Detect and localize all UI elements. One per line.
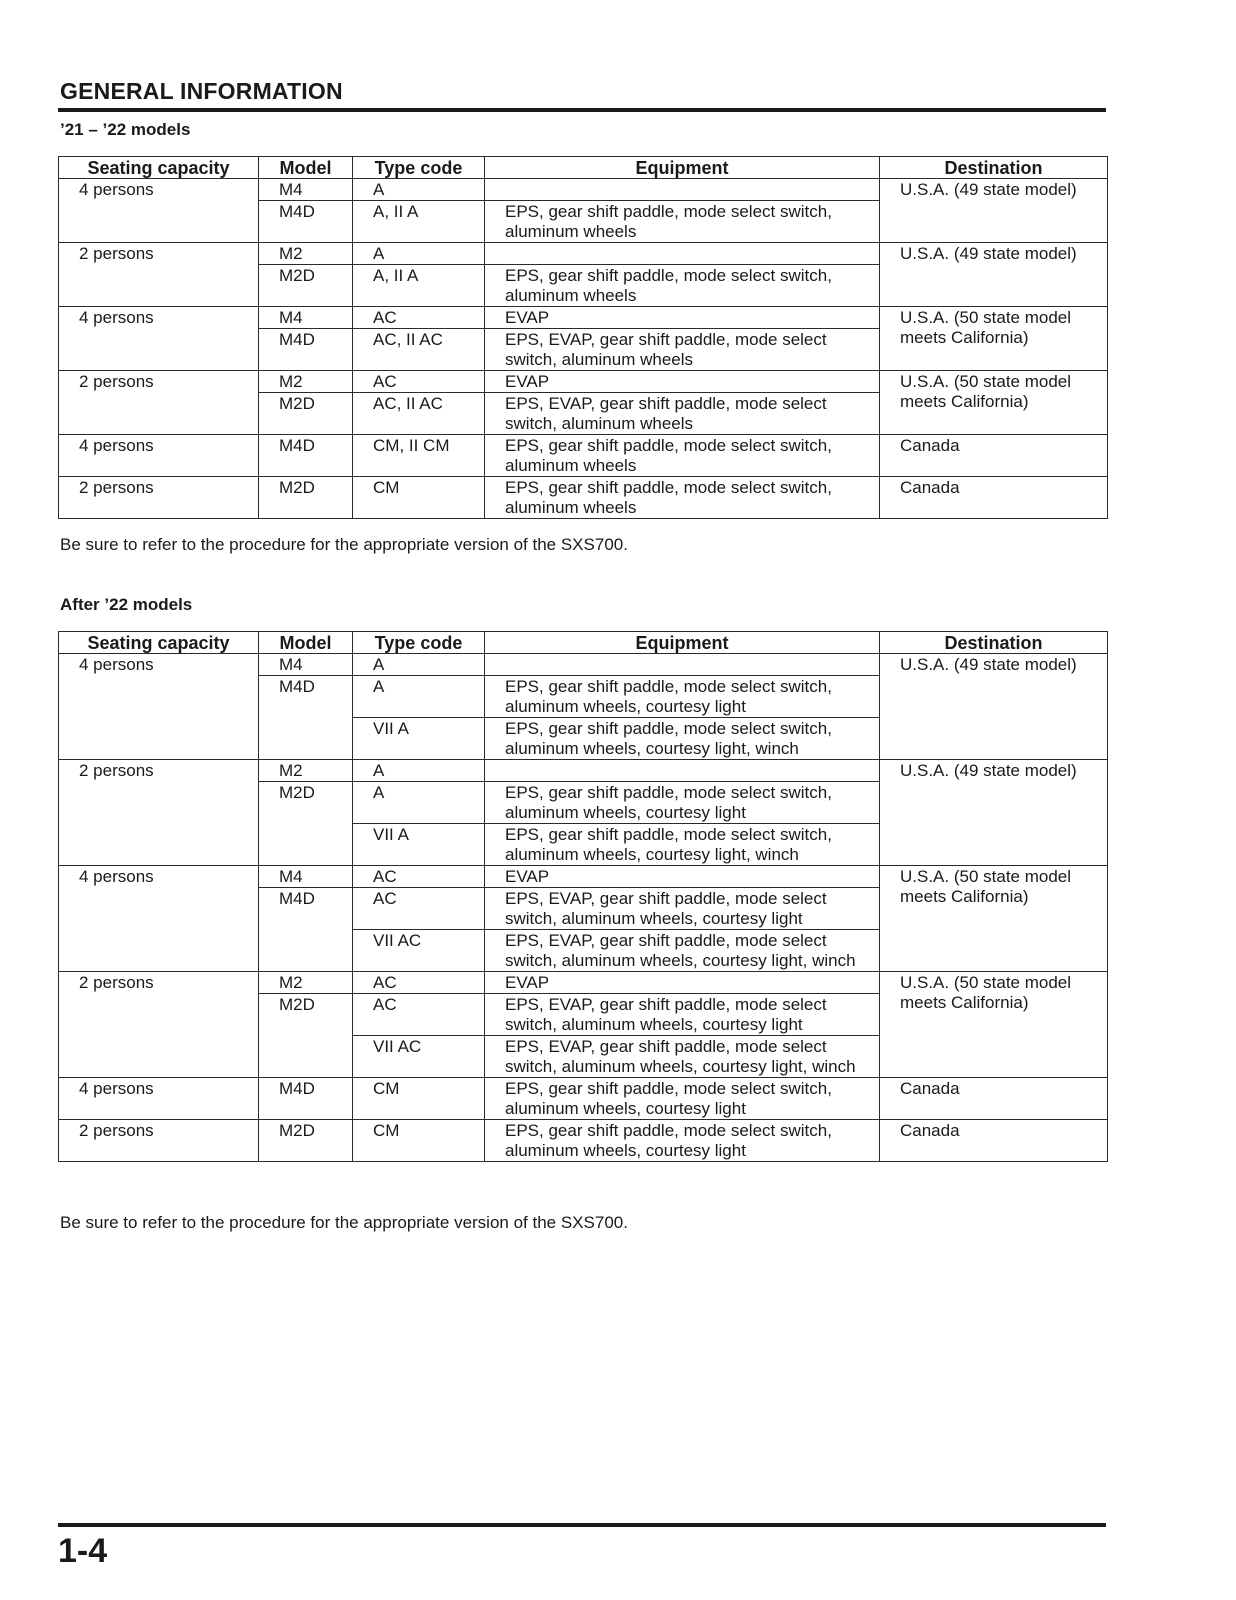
type-code-cell: CM xyxy=(353,477,485,519)
model-cell: M2D xyxy=(259,1120,353,1162)
type-code-cell: A xyxy=(353,654,485,676)
type-code-cell: CM, II CM xyxy=(353,435,485,477)
section-heading-after-22-models: After ’22 models xyxy=(60,595,193,614)
type-code-cell: A, II A xyxy=(353,201,485,243)
table-row xyxy=(59,1078,1108,1120)
column-header-model: Model xyxy=(259,157,353,179)
model-cell: M4 xyxy=(259,654,353,676)
table-row xyxy=(59,243,1108,265)
model-cell: M2 xyxy=(259,243,353,265)
equipment-cell xyxy=(485,760,880,782)
destination-cell: Canada xyxy=(880,477,1108,519)
equipment-cell: EPS, gear shift paddle, mode select switch, aluminum wheels xyxy=(485,265,880,307)
equipment-cell: EPS, gear shift paddle, mode select switch, aluminum wheels xyxy=(485,435,880,477)
equipment-cell: EPS, gear shift paddle, mode select switch, aluminum wheels, courtesy light, winch xyxy=(485,824,880,866)
seating-capacity-cell: 4 persons xyxy=(59,1078,259,1120)
destination-cell: Canada xyxy=(880,1078,1108,1120)
equipment-cell: EPS, gear shift paddle, mode select switch, aluminum wheels, courtesy light xyxy=(485,1078,880,1120)
equipment-cell xyxy=(485,654,880,676)
equipment-cell: EPS, gear shift paddle, mode select switch, aluminum wheels, courtesy light, winch xyxy=(485,718,880,760)
model-cell: M4 xyxy=(259,866,353,888)
destination-cell: Canada xyxy=(880,435,1108,477)
column-header-model: Model xyxy=(259,632,353,654)
destination-cell: U.S.A. (49 state model) xyxy=(880,654,1108,760)
column-header-type-code: Type code xyxy=(353,157,485,179)
equipment-cell: EPS, EVAP, gear shift paddle, mode select switch, aluminum wheels, courtesy light xyxy=(485,994,880,1036)
version-note: Be sure to refer to the procedure for the appropriate version of the SXS700. xyxy=(60,535,628,554)
table-row xyxy=(59,477,1108,519)
column-header-type-code: Type code xyxy=(353,632,485,654)
type-code-cell: VII A xyxy=(353,824,485,866)
type-code-cell: VII AC xyxy=(353,930,485,972)
equipment-cell: EPS, gear shift paddle, mode select switch, aluminum wheels, courtesy light xyxy=(485,782,880,824)
seating-capacity-cell: 2 persons xyxy=(59,1120,259,1162)
destination-cell: U.S.A. (50 state model meets California) xyxy=(880,972,1108,1078)
type-code-cell: A xyxy=(353,760,485,782)
type-code-cell: CM xyxy=(353,1078,485,1120)
type-code-cell: A xyxy=(353,243,485,265)
model-cell: M4D xyxy=(259,201,353,243)
type-code-cell: AC xyxy=(353,888,485,930)
equipment-cell xyxy=(485,243,880,265)
destination-cell: U.S.A. (50 state model meets California) xyxy=(880,371,1108,435)
seating-capacity-cell: 4 persons xyxy=(59,435,259,477)
equipment-cell xyxy=(485,179,880,201)
model-cell: M2D xyxy=(259,477,353,519)
destination-cell: U.S.A. (49 state model) xyxy=(880,243,1108,307)
type-code-cell: A xyxy=(353,676,485,718)
table-row xyxy=(59,1120,1108,1162)
type-code-cell: AC xyxy=(353,994,485,1036)
type-code-cell: AC, II AC xyxy=(353,329,485,371)
equipment-cell: EVAP xyxy=(485,866,880,888)
model-cell: M4D xyxy=(259,1078,353,1120)
table-row xyxy=(59,760,1108,782)
type-code-cell: AC xyxy=(353,866,485,888)
table-row xyxy=(59,972,1108,994)
table-header-row xyxy=(59,157,1108,179)
section-heading-21-22-models: ’21 – ’22 models xyxy=(60,120,191,139)
type-code-cell: AC xyxy=(353,972,485,994)
table-row xyxy=(59,179,1108,201)
column-header-destination: Destination xyxy=(880,157,1108,179)
seating-capacity-cell: 4 persons xyxy=(59,179,259,243)
version-note: Be sure to refer to the procedure for the appropriate version of the SXS700. xyxy=(60,1213,628,1232)
seating-capacity-cell: 4 persons xyxy=(59,307,259,371)
equipment-cell: EPS, EVAP, gear shift paddle, mode select switch, aluminum wheels, courtesy light xyxy=(485,888,880,930)
type-code-cell: CM xyxy=(353,1120,485,1162)
equipment-cell: EPS, gear shift paddle, mode select switch, aluminum wheels, courtesy light xyxy=(485,1120,880,1162)
title-rule xyxy=(58,108,1106,112)
model-cell: M2 xyxy=(259,972,353,994)
seating-capacity-cell: 2 persons xyxy=(59,243,259,307)
destination-cell: U.S.A. (50 state model meets California) xyxy=(880,866,1108,972)
seating-capacity-cell: 2 persons xyxy=(59,972,259,1078)
destination-cell: U.S.A. (50 state model meets California) xyxy=(880,307,1108,371)
seating-capacity-cell: 2 persons xyxy=(59,760,259,866)
table-row xyxy=(59,435,1108,477)
column-header-seating-capacity: Seating capacity xyxy=(59,157,259,179)
models-table-after-22 xyxy=(58,631,1108,1162)
equipment-cell: EPS, gear shift paddle, mode select switch, aluminum wheels, courtesy light xyxy=(485,676,880,718)
model-cell: M2 xyxy=(259,760,353,782)
model-cell: M4 xyxy=(259,179,353,201)
equipment-cell: EVAP xyxy=(485,972,880,994)
type-code-cell: AC, II AC xyxy=(353,393,485,435)
model-cell: M4D xyxy=(259,329,353,371)
type-code-cell: VII A xyxy=(353,718,485,760)
type-code-cell: AC xyxy=(353,307,485,329)
column-header-destination: Destination xyxy=(880,632,1108,654)
type-code-cell: AC xyxy=(353,371,485,393)
models-table-21-22 xyxy=(58,156,1108,519)
equipment-cell: EPS, gear shift paddle, mode select switch, aluminum wheels xyxy=(485,201,880,243)
column-header-equipment: Equipment xyxy=(485,632,880,654)
equipment-cell: EPS, EVAP, gear shift paddle, mode select switch, aluminum wheels xyxy=(485,329,880,371)
footer-rule xyxy=(58,1523,1106,1527)
model-cell: M4D xyxy=(259,888,353,972)
type-code-cell: A xyxy=(353,782,485,824)
equipment-cell: EPS, EVAP, gear shift paddle, mode select switch, aluminum wheels xyxy=(485,393,880,435)
model-cell: M2 xyxy=(259,371,353,393)
page-number: 1-4 xyxy=(58,1532,108,1570)
equipment-cell: EPS, gear shift paddle, mode select switch, aluminum wheels xyxy=(485,477,880,519)
type-code-cell: A, II A xyxy=(353,265,485,307)
equipment-cell: EPS, EVAP, gear shift paddle, mode select switch, aluminum wheels, courtesy light, winch xyxy=(485,1036,880,1078)
destination-cell: U.S.A. (49 state model) xyxy=(880,760,1108,866)
table-row xyxy=(59,307,1108,329)
table-row xyxy=(59,654,1108,676)
column-header-seating-capacity: Seating capacity xyxy=(59,632,259,654)
seating-capacity-cell: 2 persons xyxy=(59,371,259,435)
table-header-row xyxy=(59,632,1108,654)
column-header-equipment: Equipment xyxy=(485,157,880,179)
seating-capacity-cell: 4 persons xyxy=(59,654,259,760)
page-title: GENERAL INFORMATION xyxy=(60,78,343,104)
seating-capacity-cell: 4 persons xyxy=(59,866,259,972)
model-cell: M2D xyxy=(259,782,353,866)
model-cell: M4D xyxy=(259,435,353,477)
model-cell: M4D xyxy=(259,676,353,760)
seating-capacity-cell: 2 persons xyxy=(59,477,259,519)
type-code-cell: VII AC xyxy=(353,1036,485,1078)
destination-cell: Canada xyxy=(880,1120,1108,1162)
model-cell: M2D xyxy=(259,994,353,1078)
equipment-cell: EVAP xyxy=(485,307,880,329)
model-cell: M4 xyxy=(259,307,353,329)
model-cell: M2D xyxy=(259,393,353,435)
destination-cell: U.S.A. (49 state model) xyxy=(880,179,1108,243)
type-code-cell: A xyxy=(353,179,485,201)
table-row xyxy=(59,866,1108,888)
equipment-cell: EPS, EVAP, gear shift paddle, mode select switch, aluminum wheels, courtesy light, winch xyxy=(485,930,880,972)
table-row xyxy=(59,371,1108,393)
model-cell: M2D xyxy=(259,265,353,307)
equipment-cell: EVAP xyxy=(485,371,880,393)
